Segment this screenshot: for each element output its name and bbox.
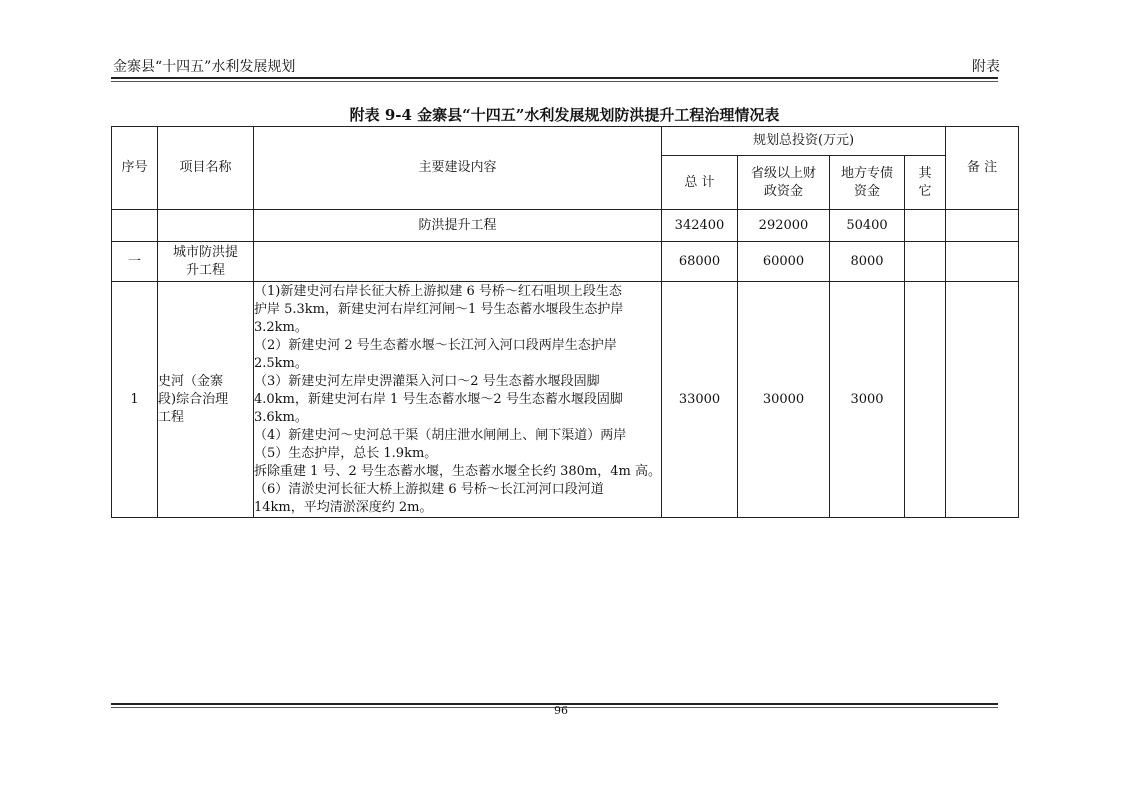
- content-line-9: （4）新建史河～史河总干渠（胡庄泄水闸闸上、闸下渠道）两岸: [254, 427, 627, 443]
- table-row: [112, 242, 1019, 282]
- content-line-1: （1)新建史河右岸长征大桥上游拟建 6 号桥～红石咀坝上段生态: [254, 283, 622, 299]
- content-line-4: （2）新建史河 2 号生态蓄水堰～长江河入河口段两岸生态护岸: [254, 337, 617, 353]
- content-line-7: 4.0km，新建史河右岸 1 号生态蓄水堰～2 号生态蓄水堰段固脚: [254, 391, 623, 407]
- flood-control-table: [111, 126, 1019, 518]
- row-provincial: 60000: [738, 242, 830, 282]
- row-index: 一: [112, 242, 158, 282]
- table-row: [112, 282, 1019, 518]
- row-local: 50400: [830, 210, 905, 242]
- row-provincial: 30000: [738, 282, 830, 518]
- row-other: [905, 210, 946, 242]
- row-project-name-line1: 史河（金寨: [158, 373, 224, 389]
- row-local: 3000: [830, 282, 905, 518]
- header-main-content: 主要建设内容: [254, 127, 662, 210]
- header-other-line1: 其: [918, 165, 932, 181]
- row-total: 342400: [662, 210, 738, 242]
- row-project-name-line2: 段)综合治理: [158, 391, 229, 407]
- row-local: 8000: [830, 242, 905, 282]
- row-index: 1: [112, 282, 158, 518]
- header-total-text: 总 计: [684, 174, 715, 190]
- row-index: [112, 210, 158, 242]
- header-provincial: [738, 156, 830, 210]
- document-title: 金寨县“十四五”水利发展规划: [113, 59, 296, 75]
- row-remarks: [946, 282, 1019, 518]
- row-other: [905, 282, 946, 518]
- header-investment-group: 规划总投资(万元): [662, 127, 946, 156]
- content-line-5: 2.5km。: [254, 355, 308, 371]
- header-remarks: 备 注: [946, 127, 1019, 210]
- table-row: [112, 210, 1019, 242]
- header-index: 序号: [112, 127, 158, 210]
- header-other-line2: 它: [918, 183, 932, 199]
- content-line-8: 3.6km。: [254, 409, 308, 425]
- row-other: [905, 242, 946, 282]
- header-total: [662, 156, 738, 210]
- row-project-name-line2: 升工程: [185, 262, 225, 278]
- content-line-13: 14km，平均清淤深度约 2m。: [254, 499, 433, 515]
- content-line-2: 护岸 5.3km，新建史河右岸红河闸～1 号生态蓄水堰段生态护岸: [254, 301, 624, 317]
- section-label: 附表: [972, 59, 1000, 75]
- header-provincial-line2: 政资金: [763, 183, 803, 199]
- content-line-12: （6）清淤史河长征大桥上游拟建 6 号桥～长江河河口段河道: [254, 481, 604, 497]
- row-content: [254, 242, 662, 282]
- row-remarks: [946, 242, 1019, 282]
- row-project-name-line1: 城市防洪提: [172, 244, 238, 260]
- header-local: [830, 156, 905, 210]
- row-project-name: [158, 282, 254, 518]
- content-line-10: （5）生态护岸，总长 1.9km。: [254, 445, 438, 461]
- content-line-3: 3.2km。: [254, 319, 308, 335]
- header-provincial-line1: 省级以上财: [750, 165, 816, 181]
- row-project-name: [158, 210, 254, 242]
- row-project-name-line3: 工程: [158, 409, 185, 425]
- row-total: 68000: [662, 242, 738, 282]
- row-provincial: 292000: [738, 210, 830, 242]
- content-line-11: 拆除重建 1 号、2 号生态蓄水堰，生态蓄水堰全长约 380m，4m 高。: [254, 463, 661, 479]
- header-rule-thin: [111, 81, 998, 82]
- header-local-line2: 资金: [853, 183, 880, 199]
- row-total: 33000: [662, 282, 738, 518]
- header-rule: [111, 77, 998, 79]
- page-number: 96: [554, 704, 568, 717]
- row-project-name: [158, 242, 254, 282]
- header-project-name: 项目名称: [158, 127, 254, 210]
- content-line-6: （3）新建史河左岸史淠灌渠入河口～2 号生态蓄水堰段固脚: [254, 373, 600, 389]
- row-content: 防洪提升工程: [254, 210, 662, 242]
- header-other: [905, 156, 946, 210]
- row-content: [254, 282, 662, 518]
- row-remarks: [946, 210, 1019, 242]
- header-local-line1: 地方专债: [840, 165, 893, 181]
- table-title: 附表 9-4 金寨县“十四五”水利发展规划防洪提升工程治理情况表: [349, 106, 780, 124]
